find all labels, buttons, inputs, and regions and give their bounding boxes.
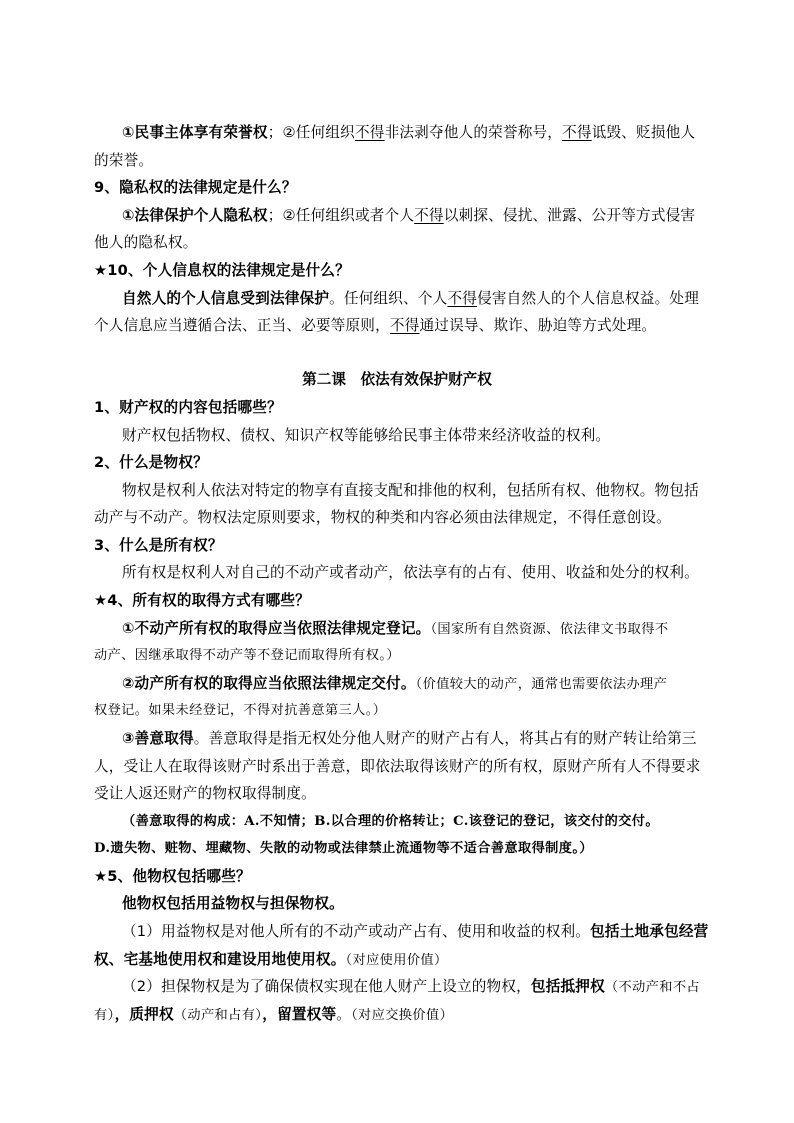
q3-answer: 所有权是权利人对自己的不动产或者动产，依法享有的占有、使用、收益和处分的权利。 <box>122 564 699 581</box>
q5-usufruct-line-1: （1）用益物权是对他人所有的不动产或动产占有、使用和收益的权利。包括土地承包经营 <box>122 923 709 940</box>
q10-heading: ★10、个人信息权的法律规定是什么？ <box>94 262 350 279</box>
honor-right-line-1: ①民事主体享有荣誉权；②任何组织不得非法剥夺他人的荣誉称号，不得诋毁、贬损他人 <box>122 124 696 141</box>
q10-answer-line-1: 自然人的个人信息受到法律保护。任何组织、个人不得侵害自然人的个人信息权益。处理 <box>122 290 699 307</box>
q9-answer-line-2: 他人的隐私权。 <box>94 234 198 251</box>
q4-method-2-line-1: ②动产所有权的取得应当依照法律规定交付。（价值较大的动产，通常也需要依法办理产 <box>122 675 668 692</box>
q4-method-3-line-1: ③善意取得。善意取得是指无权处分他人财产的财产占有人，将其占有的财产转让给第三 <box>122 730 697 747</box>
q4-note-line-1: （善意取得的构成：A.不知情；B.以合理的价格转让；C.该登记的登记，该交付的交付。 <box>122 814 659 829</box>
q1-answer: 财产权包括物权、债权、知识产权等能够给民事主体带来经济收益的权利。 <box>122 427 611 444</box>
q2-answer-line-2: 动产与不动产。物权法定原则要求，物权的种类和内容必须由法律规定，不得任意创设。 <box>94 509 671 526</box>
q5-heading: ★5、他物权包括哪些？ <box>94 868 251 885</box>
q9-heading: 9、隐私权的法律规定是什么？ <box>94 179 297 196</box>
honor-right-line-2: 的荣誉。 <box>94 152 154 169</box>
q10-answer-line-2: 个人信息应当遵循合法、正当、必要等原则，不得通过误导、欺诈、胁迫等方式处理。 <box>94 317 657 334</box>
q4-method-3-line-2: 人，受让人在取得该财产时系出于善意，即依法取得该财产的所有权，原财产所有人不得要求 <box>94 758 701 775</box>
q4-note-line-2: D.遗失物、赃物、埋藏物、失散的动物或法律禁止流通物等不适合善意取得制度。） <box>94 841 593 856</box>
q2-answer-line-1: 物权是权利人依法对特定的物享有直接支配和排他的权利，包括所有权、他物权。物包括 <box>122 482 699 499</box>
q4-method-1-line-2: 动产、因继承取得不动产等不登记而取得所有权。） <box>94 648 400 663</box>
q2-heading: 2、什么是物权？ <box>94 454 208 471</box>
q5-security-line-1: （2）担保物权是为了确保债权实现在他人财产上设立的物权，包括抵押权（不动产和不占 <box>122 978 701 995</box>
q4-method-3-line-3: 受让人返还财产的物权取得制度。 <box>94 785 316 802</box>
q4-method-1-line-1: ①不动产所有权的取得应当依照法律规定登记。（国家所有自然资源、依法律文书取得不 <box>122 620 669 637</box>
q3-heading: 3、什么是所有权？ <box>94 537 223 554</box>
q9-answer-line-1: ①法律保护个人隐私权；②任何组织或者个人不得以刺探、侵扰、泄露、公开等方式侵害 <box>122 207 696 224</box>
q4-method-2-line-2: 权登记。如果未经登记，不得对抗善意第三人。） <box>94 703 387 718</box>
lesson-title: 第二课 依法有效保护财产权 <box>302 371 492 388</box>
q4-heading: ★4、所有权的取得方式有哪些？ <box>94 592 310 609</box>
q5-usufruct-line-2: 权、宅基地使用权和建设用地使用权。（对应使用价值） <box>94 951 448 968</box>
q5-security-line-2: 有），质押权（动产和占有），留置权等。（对应交换价值） <box>94 1006 454 1023</box>
q5-intro: 他物权包括用益物权与担保物权。 <box>122 895 344 912</box>
q1-heading: 1、财产权的内容包括哪些？ <box>94 399 282 416</box>
